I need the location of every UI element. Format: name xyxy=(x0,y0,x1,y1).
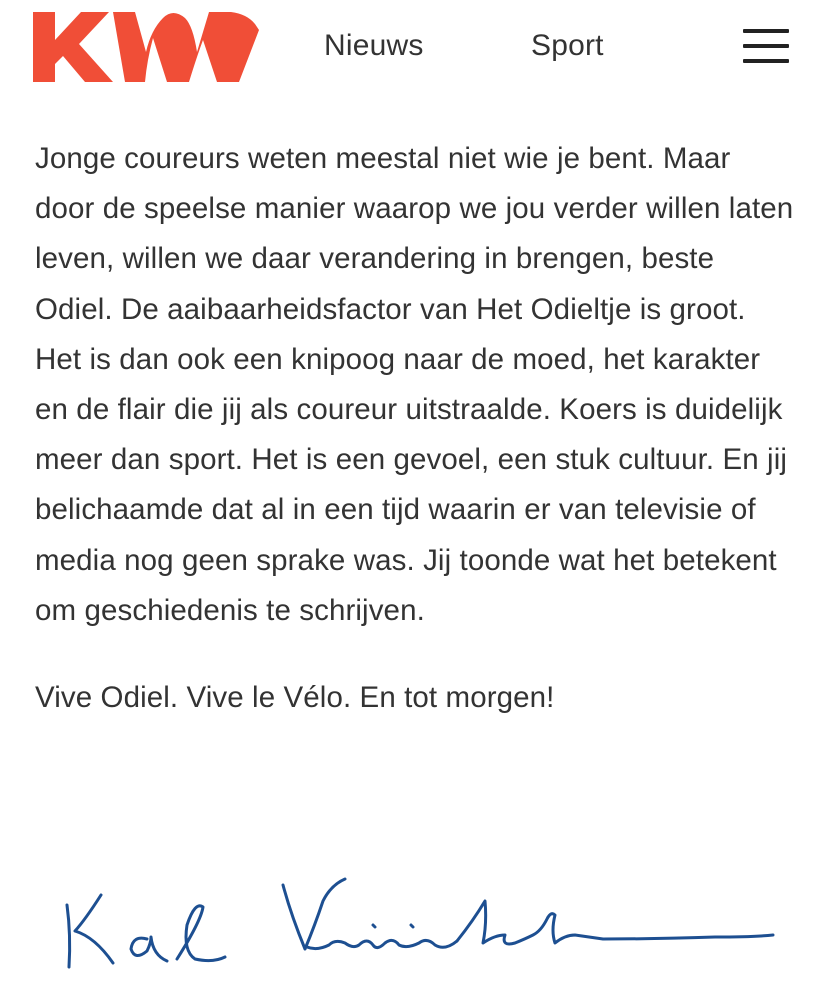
nav-link-sport[interactable]: Sport xyxy=(531,29,604,62)
article-body xyxy=(35,134,795,723)
closing-line: Vive Odiel. Vive le Vélo. En tot morgen! xyxy=(35,681,555,715)
hamburger-menu-icon[interactable] xyxy=(740,28,792,66)
menu-line xyxy=(743,44,789,48)
menu-line xyxy=(743,29,789,33)
menu-line xyxy=(743,59,789,63)
nav-link-nieuws[interactable]: Nieuws xyxy=(324,29,424,62)
article-paragraph: Jonge coureurs weten meestal niet wie je bent. Maar door de speelse manier waarop we jou verder willen laten leven, willen we daar verandering in brengen, beste Odiel. De aaibaarheidsfactor van Het Odieltje is groot. Het is dan ook een knipoog naar de moed, het karakter en de flair die jij als coureur uitstraalde. Koers is duidelijk meer dan sport. Het is een gevoel, een stuk cultuur. En jij belichaamde dat al in een tijd waarin er van televisie of media nog geen sprake was. Jij toonde wat het betekent om geschiedenis te schrijven. xyxy=(35,142,794,627)
site-header xyxy=(0,0,824,100)
handwritten-signature xyxy=(55,865,785,975)
kw-logo[interactable] xyxy=(33,12,259,82)
